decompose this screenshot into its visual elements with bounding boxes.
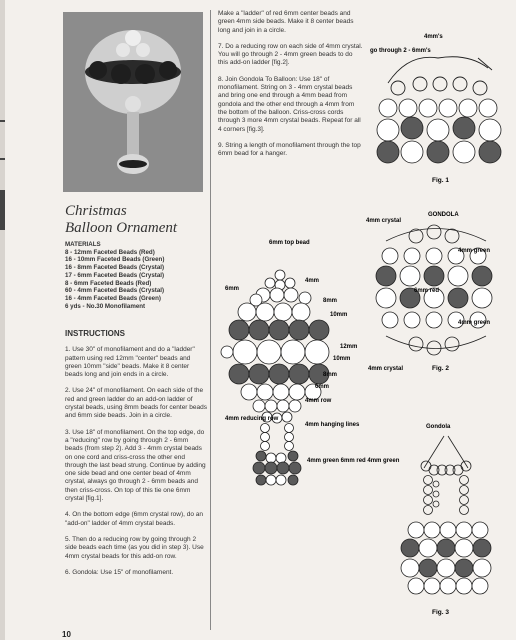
- label-6mm: 6mm: [315, 384, 330, 390]
- fig2-label-green-bottom: 4mm green: [458, 320, 491, 326]
- instructions-heading: INSTRUCTIONS: [65, 329, 125, 338]
- label-10mm: 10mm: [330, 312, 348, 318]
- materials-item: 6 yds - No.30 Monofilament: [65, 302, 146, 310]
- label-gondola-beads: 4mm green 6mm red 4mm green: [307, 458, 400, 464]
- fig2-label-green-top: 4mm green: [458, 248, 491, 254]
- fig2-title: GONDOLA: [428, 212, 459, 218]
- instruction-step: 6. Gondola: Use 15" of monofilament.: [65, 568, 174, 576]
- edge-mark: [0, 120, 5, 122]
- instruction-step: Make a "ladder" of red 6mm center beads and green 4mm side beads. Make it 8 center beads long and join in a circle.: [218, 10, 354, 34]
- materials-heading: MATERIALS: [65, 241, 101, 248]
- figure-2: [366, 206, 514, 376]
- label-top-bead: 6mm top bead: [269, 240, 310, 246]
- fig3-title: Gondola: [426, 424, 451, 430]
- label-8mm: 8mm: [323, 298, 338, 304]
- page-edge: [0, 0, 5, 640]
- materials-item: 8 - 6mm Faceted Beads (Red): [65, 279, 152, 287]
- label-hanging-lines: 4mm hanging lines: [305, 422, 360, 428]
- label-4mm: 4mm: [305, 278, 320, 284]
- instruction-step: 3. Use 18" of monofilament. On the top edge, do a "reducing" row by going through 2 - 6mm beads (from step 2). Add 3 - 4mm crystal beads on one cord and criss-cross the other end through the last bead strung. Continue by adding one side bead and one center bead of 4mm crystal, always go through 2 - 6mm beads and then criss-cross. On top of this tie one 6mm crystal [fig.1].: [65, 428, 206, 503]
- instructions-column: [65, 330, 207, 585]
- fig2-caption: Fig. 2: [432, 365, 449, 372]
- fig1-label-4mm: 4mm's: [424, 34, 443, 40]
- materials-item: 16 - 8mm Faceted Beads (Crystal): [65, 264, 165, 272]
- fig2-label-crystal-bottom: 4mm crystal: [368, 366, 404, 372]
- instruction-step: 7. Do a reducing row on each side of 4mm crystal. You will go through 2 - 4mm green beads to do this add-on ladder [fig.2].: [218, 42, 363, 67]
- materials-item: 8 - 12mm Faceted Beads (Red): [65, 248, 155, 256]
- label-6mm-left: 6mm: [225, 286, 240, 292]
- column-divider: [210, 10, 211, 630]
- fig2-label-crystal-top: 4mm crystal: [366, 218, 402, 224]
- instruction-step: 9. String a length of monofilament through the top 6mm bead for a hanger.: [218, 141, 361, 158]
- label-4mm-row: 4mm row: [305, 398, 332, 404]
- instruction-step: 2. Use 24" of monofilament. On each side of the red and green ladder do an add-on ladder of crystal beads, using 8mm beads for center beads and 6mm side beads. Join in a circle.: [65, 387, 207, 420]
- instruction-step: 5. Then do a reducing row by going through 2 side beads each time (as you did in step 3). Use 4mm crystal beads for this add-on row.: [65, 535, 204, 560]
- edge-mark: [0, 158, 5, 160]
- materials-item: 60 - 4mm Faceted Beads (Crystal): [65, 287, 165, 295]
- fig1-caption: Fig. 1: [432, 177, 449, 184]
- materials-item: 17 - 6mm Faceted Beads (Crystal): [65, 271, 165, 279]
- edge-mark: [0, 190, 5, 230]
- page-number: 10: [62, 630, 71, 639]
- instructions-column-2: [218, 10, 364, 166]
- page-title: Christmas Balloon Ornament: [65, 203, 178, 236]
- instruction-step: 4. On the bottom edge (6mm crystal row), do an "add-on" ladder of 4mm crystal beads.: [65, 511, 204, 527]
- figure-1: [368, 28, 514, 188]
- instruction-step: 1. Use 30" of monofilament and do a "ladder" pattern using red 12mm "center" beads and green 10mm "side" beads. Make it 8 center beads long and join ends in a circle.: [65, 346, 195, 379]
- fig3-caption: Fig. 3: [432, 609, 449, 616]
- instruction-step: 8. Join Gondola To Balloon: Use 18" of monofilament. String on 3 - 4mm crystal beads and bring one end through a 4mm bead from gondola and the other end through a 4mm from the bottom of the balloon. Criss-cross cords through 3 more 4mm crystal beads. Repeat for all 4 corners [fig.3].: [218, 75, 361, 133]
- materials-item: 16 - 4mm Faceted Beads (Green): [65, 294, 161, 302]
- fig2-label-red: 6mm red: [414, 288, 440, 294]
- figure-3: [396, 418, 506, 618]
- label-reducing-row: 4mm reducing row: [225, 416, 279, 422]
- materials-list: [65, 241, 205, 310]
- ornament-photo: [63, 12, 203, 192]
- label-12mm: 12mm: [340, 344, 358, 350]
- label-8mm-b: 8mm: [323, 372, 338, 378]
- fig1-label-through: go through 2 - 6mm's: [370, 48, 431, 54]
- materials-item: 16 - 10mm Faceted Beads (Green): [65, 256, 165, 264]
- label-10mm-b: 10mm: [333, 356, 351, 362]
